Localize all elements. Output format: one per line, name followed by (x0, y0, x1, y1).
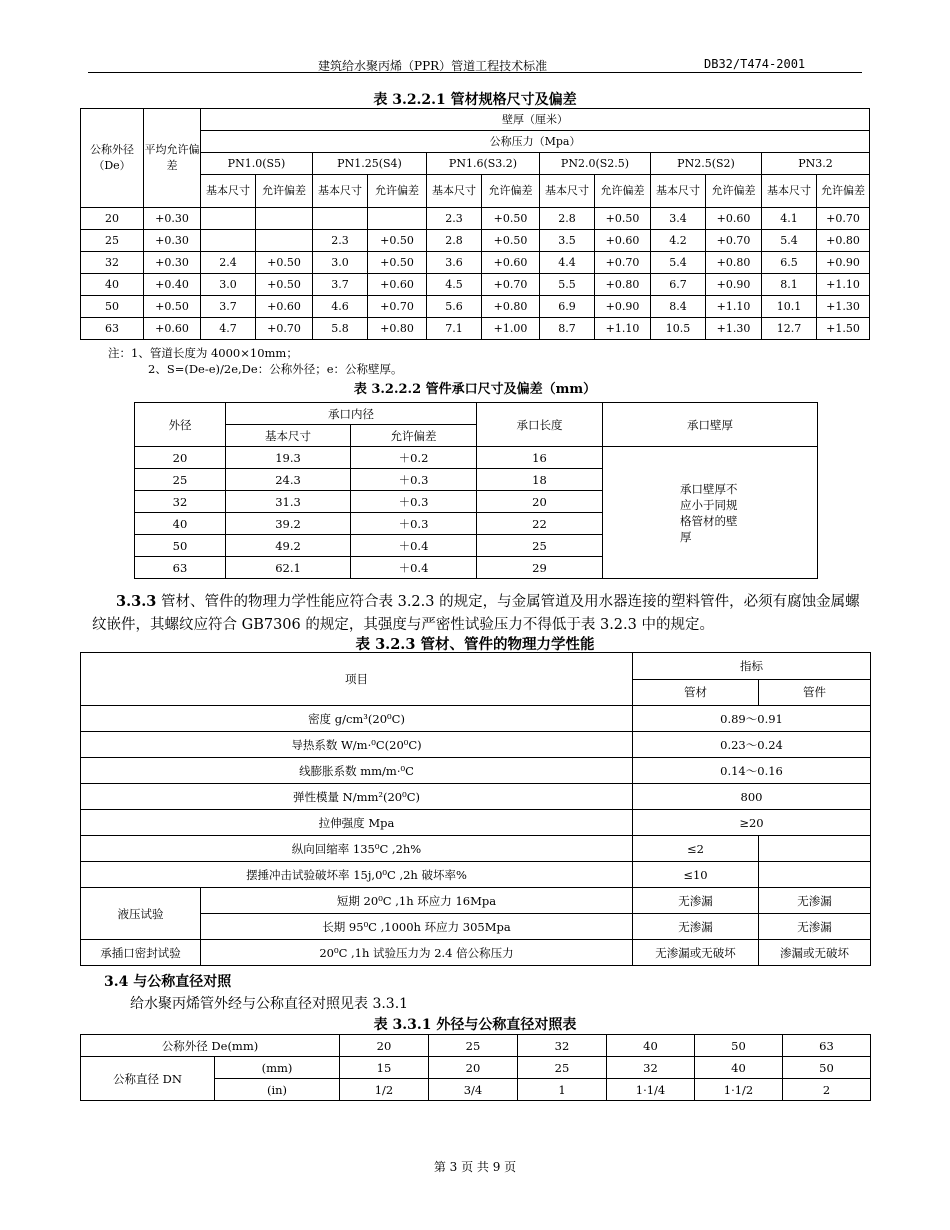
table1-cell: +1.00 (482, 318, 540, 340)
table4-de-cell: 20 (340, 1035, 429, 1057)
value-socket-pipe: 无渗漏或无破坏 (633, 940, 759, 966)
table2-head-tol: 允许偏差 (351, 425, 477, 447)
table-row (81, 940, 871, 966)
table1-cell: +0.60 (368, 274, 427, 296)
table2-wall-note (603, 447, 818, 579)
table1-cell: 3.7 (201, 296, 256, 318)
row-shrink: 纵向回缩率 135⁰C ,2h% (81, 836, 633, 862)
table4-in-cell: 2 (783, 1079, 871, 1101)
table1-cell: +0.70 (482, 274, 540, 296)
table1-basic-4: 基本尺寸 (651, 175, 706, 208)
table1-cell: 3.0 (201, 274, 256, 296)
table-row (81, 888, 871, 914)
table1-cell: 3.5 (540, 230, 595, 252)
table1-cell: 6.7 (651, 274, 706, 296)
table1-cell: 20 (81, 208, 144, 230)
table1-pn-0: PN1.0(S5) (201, 153, 313, 175)
table1-tol-3: 允许偏差 (595, 175, 651, 208)
value-impact: ≤10 (633, 862, 759, 888)
table2-cell: 63 (135, 557, 226, 579)
table1-cell: 5.6 (427, 296, 482, 318)
row-expansion: 线膨胀系数 mm/m·⁰C (81, 758, 633, 784)
table-row (81, 252, 870, 274)
table1-head-outer: 公称外径（De） (81, 109, 144, 208)
table1-caption: 表 3.2.2.1 管材规格尺寸及偏差 (373, 92, 577, 108)
table1-cell: 5.4 (651, 252, 706, 274)
table-row (81, 208, 870, 230)
table1-cell: +0.70 (368, 296, 427, 318)
table1-cell: +0.50 (482, 230, 540, 252)
table-row (81, 810, 871, 836)
table1-cell: +0.50 (368, 252, 427, 274)
table4-head-de: 公称外径 De(mm) (81, 1035, 340, 1057)
row-short: 短期 20⁰C ,1h 环应力 16Mpa (201, 888, 633, 914)
table4-mm-cell: 25 (518, 1057, 607, 1079)
table4-de-cell: 40 (607, 1035, 695, 1057)
table4-head-mm: (mm) (215, 1057, 340, 1079)
table2-cell: 18 (477, 469, 603, 491)
table1-pn-2: PN1.6(S3.2) (427, 153, 540, 175)
table1-cell: +0.30 (144, 208, 201, 230)
table3-head-item: 项目 (81, 653, 633, 706)
table1-basic-3: 基本尺寸 (540, 175, 595, 208)
table1-basic-2: 基本尺寸 (427, 175, 482, 208)
table1-cell: +0.70 (706, 230, 762, 252)
table3-head-fitting: 管件 (759, 679, 871, 706)
table1-cell: 8.7 (540, 318, 595, 340)
table1-cell: 63 (81, 318, 144, 340)
table1-cell: 8.1 (762, 274, 817, 296)
row-modulus: 弹性模量 N/mm²(20⁰C) (81, 784, 633, 810)
value-modulus: 800 (633, 784, 871, 810)
table1-basic-1: 基本尺寸 (313, 175, 368, 208)
row-socket: 承插口密封试验 (81, 940, 201, 966)
table1-cell: 2.8 (427, 230, 482, 252)
table1-cell: 3.7 (313, 274, 368, 296)
table1-basic-5: 基本尺寸 (762, 175, 817, 208)
table1-cell: +0.60 (482, 252, 540, 274)
table1-cell: 12.7 (762, 318, 817, 340)
table2-head-basic: 基本尺寸 (226, 425, 351, 447)
table2-cell: ＋0.4 (351, 557, 477, 579)
row-socket-condition: 20⁰C ,1h 试验压力为 2.4 倍公称压力 (201, 940, 633, 966)
fitting-socket-table (134, 402, 818, 579)
table1-cell: 32 (81, 252, 144, 274)
value-density: 0.89～0.91 (633, 706, 871, 732)
table4-head-in: (in) (215, 1079, 340, 1101)
table1-cell: +0.90 (706, 274, 762, 296)
table1-cell: +0.40 (144, 274, 201, 296)
table2-cell: 62.1 (226, 557, 351, 579)
table1-cell: +0.50 (256, 252, 313, 274)
table1-cell: +0.50 (482, 208, 540, 230)
table1-cell: 2.3 (313, 230, 368, 252)
table1-cell: 3.4 (651, 208, 706, 230)
table2-cell: 49.2 (226, 535, 351, 557)
value-thermal: 0.23～0.24 (633, 732, 871, 758)
table2-cell: ＋0.2 (351, 447, 477, 469)
table1-cell: 2.4 (201, 252, 256, 274)
value-short-pipe: 无渗漏 (633, 888, 759, 914)
table1-cell: +0.80 (595, 274, 651, 296)
row-thermal: 导热系数 W/m·⁰C(20⁰C) (81, 732, 633, 758)
table1-cell: 25 (81, 230, 144, 252)
value-shrink-fitting (759, 836, 871, 862)
table1-basic-0: 基本尺寸 (201, 175, 256, 208)
table1-cell: 4.1 (762, 208, 817, 230)
table2-cell: 22 (477, 513, 603, 535)
table2-cell: 20 (135, 447, 226, 469)
table1-cell: +0.70 (595, 252, 651, 274)
table1-head-pressure: 公称压力（Mpa） (201, 131, 870, 153)
table1-tol-0: 允许偏差 (256, 175, 313, 208)
table1-pn-3: PN2.0(S2.5) (540, 153, 651, 175)
table1-cell: 5.8 (313, 318, 368, 340)
table2-cell: 20 (477, 491, 603, 513)
table4-in-cell: 1·1/2 (695, 1079, 783, 1101)
table1-cell: +0.60 (144, 318, 201, 340)
table1-cell: 3.6 (427, 252, 482, 274)
table2-cell: 25 (135, 469, 226, 491)
table4-de-cell: 25 (429, 1035, 518, 1057)
table1-cell: +1.10 (817, 274, 870, 296)
section-34-title: 3.4 与公称直径对照 (104, 974, 232, 990)
table2-cell: 32 (135, 491, 226, 513)
table1-cell: +0.50 (256, 274, 313, 296)
table1-cell: 2.8 (540, 208, 595, 230)
table1-cell: +1.30 (817, 296, 870, 318)
table1-cell: 4.6 (313, 296, 368, 318)
table-row (81, 758, 871, 784)
table-row (81, 318, 870, 340)
table2-cell: ＋0.3 (351, 469, 477, 491)
table1-tol-5: 允许偏差 (817, 175, 870, 208)
table2-wall-text: 承口壁厚不应小于同规格管材的壁厚 (680, 481, 738, 544)
table4-mm-cell: 40 (695, 1057, 783, 1079)
table1-cell: +0.90 (595, 296, 651, 318)
table1-cell: +0.80 (482, 296, 540, 318)
table4-in-cell: 3/4 (429, 1079, 518, 1101)
table1-cell: +1.10 (595, 318, 651, 340)
table-row (81, 274, 870, 296)
table1-cell: +0.30 (144, 252, 201, 274)
table2-cell: 29 (477, 557, 603, 579)
table1-pn-5: PN3.2 (762, 153, 870, 175)
table1-note1: 注：1、管道长度为 4000×10mm； (108, 346, 298, 360)
row-hydro: 液压试验 (81, 888, 201, 940)
table2-head-outer: 外径 (135, 403, 226, 447)
table4-caption: 表 3.3.1 外径与公称直径对照表 (373, 1017, 577, 1033)
table1-tol-1: 允许偏差 (368, 175, 427, 208)
table4-in-cell: 1 (518, 1079, 607, 1101)
table1-cell: +0.70 (817, 208, 870, 230)
table1-cell: +0.50 (368, 230, 427, 252)
table1-cell (201, 208, 256, 230)
table2-cell: 19.3 (226, 447, 351, 469)
table1-cell: 4.7 (201, 318, 256, 340)
table1-cell: 50 (81, 296, 144, 318)
header-title: 建筑给水聚丙烯（PPR）管道工程技术标准 (318, 59, 548, 73)
table1-cell: 8.4 (651, 296, 706, 318)
table1-cell: +0.60 (595, 230, 651, 252)
table1-cell: +0.90 (817, 252, 870, 274)
table3-head-pipe: 管材 (633, 679, 759, 706)
row-tensile: 拉伸强度 Mpa (81, 810, 633, 836)
table2-cell: ＋0.3 (351, 491, 477, 513)
table-row (135, 447, 818, 469)
value-socket-fitting: 渗漏或无破坏 (759, 940, 871, 966)
table1-cell: +0.60 (706, 208, 762, 230)
table1-cell: +1.10 (706, 296, 762, 318)
table-row (81, 732, 871, 758)
table1-cell (313, 208, 368, 230)
value-long-fitting: 无渗漏 (759, 914, 871, 940)
table-row (81, 862, 871, 888)
para-333-number: 3.3.3 (116, 593, 157, 610)
table1-cell: +0.80 (706, 252, 762, 274)
table2-cell: ＋0.3 (351, 513, 477, 535)
table2-cell: 40 (135, 513, 226, 535)
table4-de-cell: 50 (695, 1035, 783, 1057)
table2-head-length: 承口长度 (477, 403, 603, 447)
table1-pn-4: PN2.5(S2) (651, 153, 762, 175)
value-long-pipe: 无渗漏 (633, 914, 759, 940)
table2-caption: 表 3.2.2.2 管件承口尺寸及偏差（mm） (353, 382, 597, 397)
page-footer: 第 3 页 共 9 页 (433, 1160, 517, 1174)
table-row (81, 706, 871, 732)
table4-mm-cell: 15 (340, 1057, 429, 1079)
table1-cell (256, 208, 313, 230)
physical-properties-table (80, 652, 871, 966)
table2-cell: 16 (477, 447, 603, 469)
table2-cell: 50 (135, 535, 226, 557)
table1-cell: +0.30 (144, 230, 201, 252)
table1-cell: +0.50 (595, 208, 651, 230)
table1-cell (201, 230, 256, 252)
table4-mm-cell: 50 (783, 1057, 871, 1079)
table1-pn-1: PN1.25(S4) (313, 153, 427, 175)
table4-in-cell: 1·1/4 (607, 1079, 695, 1101)
table1-cell: +1.50 (817, 318, 870, 340)
table1-cell: +0.50 (144, 296, 201, 318)
para-333-text: 管材、管件的物理力学性能应符合表 3.2.3 的规定，与金属管道及用水器连接的塑料管件，必须有腐蚀金属螺纹嵌件，其螺纹应符合 GB7306 的规定，其强度与严密性试验压力不得低于表 3.2.3 中的规定。 (92, 594, 860, 633)
table1-cell: 5.4 (762, 230, 817, 252)
table2-cell: ＋0.4 (351, 535, 477, 557)
value-tensile: ≥20 (633, 810, 871, 836)
table2-cell: 39.2 (226, 513, 351, 535)
table4-head-dn: 公称直径 DN (81, 1057, 215, 1101)
table1-cell: 6.5 (762, 252, 817, 274)
table-row (81, 230, 870, 252)
table1-cell: +0.80 (817, 230, 870, 252)
table1-note2: 2、S=(De-e)/2e,De：公称外径；e：公称壁厚。 (148, 362, 403, 376)
table1-cell: 7.1 (427, 318, 482, 340)
table1-cell: 10.1 (762, 296, 817, 318)
row-long: 长期 95⁰C ,1000h 环应力 305Mpa (201, 914, 633, 940)
table2-cell: 31.3 (226, 491, 351, 513)
table1-cell: 10.5 (651, 318, 706, 340)
table1-cell: 6.9 (540, 296, 595, 318)
table4-mm-cell: 32 (607, 1057, 695, 1079)
table1-head-avg: 平均允许偏差 (144, 109, 201, 208)
table1-cell: 4.4 (540, 252, 595, 274)
table3-head-index: 指标 (633, 653, 871, 680)
header-rule (88, 72, 862, 73)
table4-de-cell: 32 (518, 1035, 607, 1057)
table1-cell: 5.5 (540, 274, 595, 296)
table1-cell (368, 208, 427, 230)
table3-caption: 表 3.2.3 管材、管件的物理力学性能 (355, 636, 595, 653)
table2-head-inner: 承口内径 (226, 403, 477, 425)
header-code: DB32/T474-2001 (704, 57, 806, 71)
table4-in-cell: 1/2 (340, 1079, 429, 1101)
value-expansion: 0.14～0.16 (633, 758, 871, 784)
table1-cell: 4.5 (427, 274, 482, 296)
table1-cell: 3.0 (313, 252, 368, 274)
value-impact-fitting (759, 862, 871, 888)
table1-cell: 2.3 (427, 208, 482, 230)
table1-tol-4: 允许偏差 (706, 175, 762, 208)
table1-tol-2: 允许偏差 (482, 175, 540, 208)
value-short-fitting: 无渗漏 (759, 888, 871, 914)
table1-cell: +0.60 (256, 296, 313, 318)
para-333 (92, 590, 872, 637)
table-row (81, 296, 870, 318)
table2-cell: 24.3 (226, 469, 351, 491)
pipe-spec-table (80, 108, 870, 340)
diameter-comparison-table (80, 1034, 871, 1101)
table1-cell: +0.70 (256, 318, 313, 340)
row-impact: 摆捶冲击试验破坏率 15j,0⁰C ,2h 破坏率% (81, 862, 633, 888)
row-density: 密度 g/cm³(20⁰C) (81, 706, 633, 732)
table-row (81, 836, 871, 862)
value-shrink: ≤2 (633, 836, 759, 862)
table1-cell: +0.80 (368, 318, 427, 340)
table1-head-wall: 壁厚（厘米） (201, 109, 870, 131)
section-34-body: 给水聚丙烯管外经与公称直径对照见表 3.3.1 (130, 996, 409, 1012)
table2-cell: 25 (477, 535, 603, 557)
table4-mm-cell: 20 (429, 1057, 518, 1079)
table-row (81, 784, 871, 810)
table1-cell: 4.2 (651, 230, 706, 252)
table4-de-cell: 63 (783, 1035, 871, 1057)
table1-cell: 40 (81, 274, 144, 296)
table2-head-wall: 承口壁厚 (603, 403, 818, 447)
table1-cell (256, 230, 313, 252)
table1-cell: +1.30 (706, 318, 762, 340)
